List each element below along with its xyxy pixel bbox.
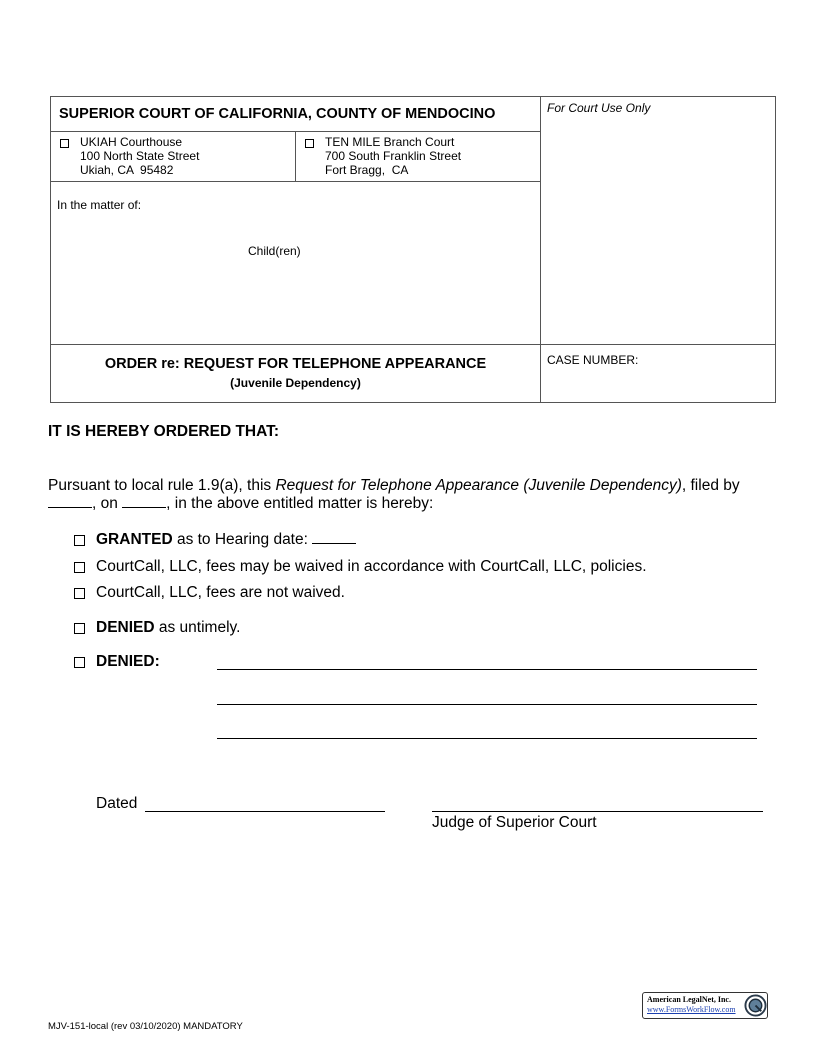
logo-name: American LegalNet, Inc.	[647, 995, 731, 1004]
fees-waived-checkbox[interactable]	[74, 562, 85, 573]
ten-mile-city: Fort Bragg, CA	[325, 163, 409, 177]
fees-not-waived-text: CourtCall, LLC, fees are not waived.	[96, 584, 345, 601]
intro-part-1: Pursuant to local rule 1.9(a), this	[48, 477, 276, 494]
legalnet-logo	[642, 992, 768, 1019]
logo-url[interactable]: www.FormsWorkFlow.com	[647, 1005, 736, 1014]
granted-label: GRANTED	[96, 531, 173, 548]
intro-part-3: , on	[92, 495, 123, 512]
form-id: MJV-151-local (rev 03/10/2020) MANDATORY	[48, 1021, 243, 1032]
intro-part-2: , filed by	[681, 477, 740, 494]
dated-label: Dated	[96, 795, 138, 812]
fees-waived-text: CourtCall, LLC, fees may be waived in accordance with CourtCall, LLC, policies.	[96, 558, 647, 575]
court-name: SUPERIOR COURT OF CALIFORNIA, COUNTY OF MENDOCINO	[59, 106, 496, 122]
caption-divider-title	[51, 344, 775, 345]
ten-mile-address	[325, 135, 461, 177]
intro-italic: Request for Telephone Appearance (Juvenile Dependency)	[275, 477, 682, 494]
granted-option	[96, 531, 356, 549]
granted-text: as to Hearing date:	[172, 531, 313, 548]
hearing-date-blank[interactable]	[312, 531, 356, 544]
form-title: ORDER re: REQUEST FOR TELEPHONE APPEARANCE	[104, 356, 487, 372]
order-intro-line-2	[48, 495, 433, 513]
ten-mile-street: 700 South Franklin Street	[325, 149, 462, 163]
denied-untimely-option	[96, 619, 240, 637]
order-intro	[48, 477, 778, 495]
filed-by-blank[interactable]	[48, 495, 92, 508]
denied-reason-line-1[interactable]	[217, 669, 757, 670]
denied-reason-line-3[interactable]	[217, 738, 757, 739]
ukiah-name: UKIAH Courthouse	[80, 135, 183, 149]
caption-divider-vertical	[540, 97, 541, 402]
order-heading: IT IS HEREBY ORDERED THAT:	[48, 423, 280, 440]
children-label: Child(ren)	[248, 244, 301, 258]
matter-label: In the matter of:	[57, 198, 142, 212]
caption-divider-courthouses	[295, 131, 296, 181]
ten-mile-checkbox[interactable]	[305, 139, 314, 148]
denied-label: DENIED:	[96, 653, 160, 670]
intro-part-4: , in the above entitled matter is hereby:	[166, 495, 434, 512]
denied-checkbox[interactable]	[74, 657, 85, 668]
workflow-logo-icon	[744, 994, 767, 1017]
denied-untimely-checkbox[interactable]	[74, 623, 85, 634]
judge-label: Judge of Superior Court	[432, 814, 597, 831]
granted-checkbox[interactable]	[74, 535, 85, 546]
ukiah-street: 100 North State Street	[80, 149, 200, 163]
ukiah-address	[80, 135, 199, 177]
caption-divider-addresses	[51, 181, 540, 182]
case-number-label: CASE NUMBER:	[547, 353, 639, 367]
court-use-label: For Court Use Only	[547, 101, 651, 115]
ukiah-checkbox[interactable]	[60, 139, 69, 148]
denied-untimely-label: DENIED	[96, 619, 155, 636]
denied-reason-line-2[interactable]	[217, 704, 757, 705]
filed-on-blank[interactable]	[122, 495, 166, 508]
ten-mile-name: TEN MILE Branch Court	[325, 135, 455, 149]
denied-untimely-text: as untimely.	[154, 619, 241, 636]
fees-not-waived-checkbox[interactable]	[74, 588, 85, 599]
dated-line[interactable]	[145, 811, 385, 812]
judge-signature-line[interactable]	[432, 811, 763, 812]
form-subtitle: (Juvenile Dependency)	[230, 376, 361, 390]
caption-box	[50, 96, 776, 403]
ukiah-city: Ukiah, CA 95482	[80, 163, 174, 177]
